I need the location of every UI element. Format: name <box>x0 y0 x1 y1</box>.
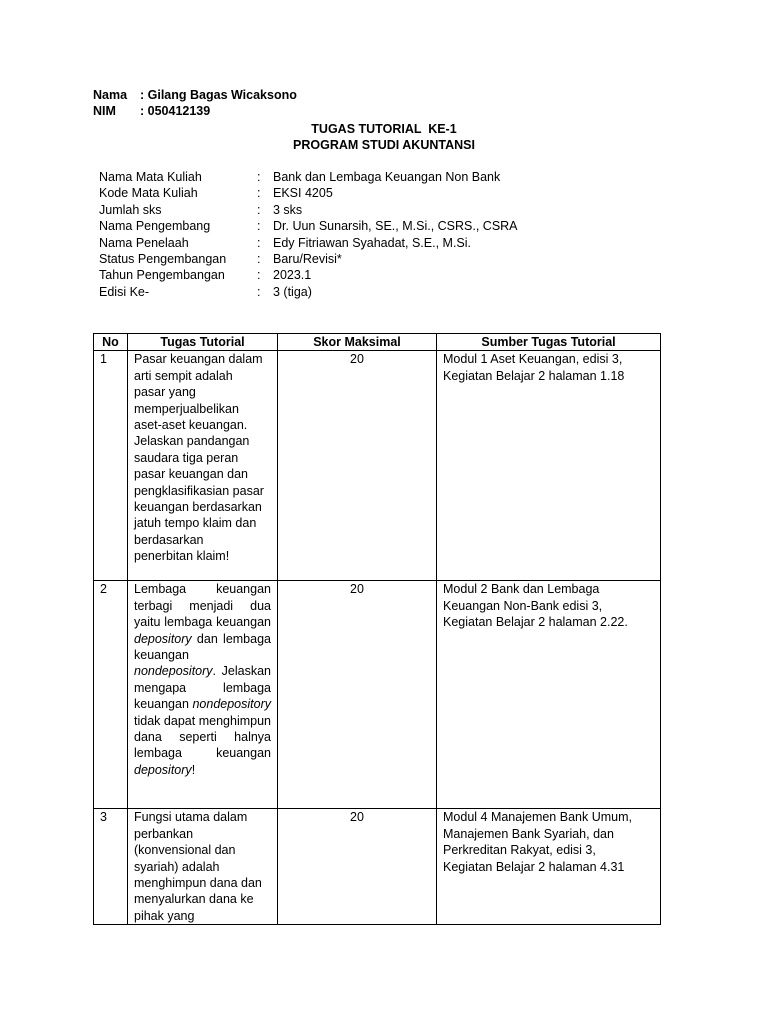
student-nim-label: NIM <box>93 104 116 119</box>
course-info <box>99 169 518 300</box>
cell-sumber-text: Modul 2 Bank dan Lembaga Keuangan Non-Bank edisi 3, Kegiatan Belajar 2 halaman 2.22. <box>443 582 628 630</box>
cell-tugas-text: Lembaga keuangan terbagi menjadi dua yaitu lembaga keuangan <box>134 582 271 630</box>
cell-tugas-text: dan lembaga keuangan <box>134 631 271 663</box>
course-info-label: Nama Mata Kuliah <box>99 170 202 184</box>
cell-no: 1 <box>94 351 128 581</box>
document-subtitle: PROGRAM STUDI AKUNTANSI <box>293 138 475 153</box>
course-info-label: Status Pengembangan <box>99 251 227 266</box>
column-header-tugas: Tugas Tutorial <box>128 334 278 351</box>
cell-tugas-text: tidak dapat menghimpun dana seperti halnya lembaga keuangan <box>134 713 271 761</box>
course-info-value: 3 (tiga) <box>273 284 312 299</box>
cell-sumber <box>437 581 661 809</box>
course-info-separator: : <box>257 235 261 250</box>
table-row <box>94 809 661 925</box>
course-info-row <box>99 202 518 218</box>
cell-no: 2 <box>94 581 128 809</box>
student-identity <box>93 87 297 120</box>
course-info-separator: : <box>257 268 261 283</box>
cell-tugas-italic-term: depository <box>134 762 192 777</box>
course-info-separator: : <box>257 219 261 234</box>
column-header-skor: Skor Maksimal <box>278 334 437 351</box>
column-header-sumber: Sumber Tugas Tutorial <box>437 334 661 351</box>
course-info-label: Nama Pengembang <box>99 219 211 234</box>
cell-skor: 20 <box>278 581 437 809</box>
student-nim-value: : 050412139 <box>140 104 211 119</box>
table-row <box>94 581 661 809</box>
course-info-row <box>99 169 518 185</box>
cell-skor: 20 <box>278 351 437 581</box>
course-info-value: EKSI 4205 <box>273 186 333 201</box>
document-title: TUGAS TUTORIAL KE-1 <box>311 122 457 136</box>
course-info-label: Jumlah sks <box>99 202 162 217</box>
course-info-separator: : <box>257 186 261 201</box>
cell-tugas-italic-term: nondepository <box>134 664 213 679</box>
cell-no: 3 <box>94 809 128 925</box>
course-info-value: 2023.1 <box>273 268 312 283</box>
cell-skor: 20 <box>278 809 437 925</box>
cell-tugas-text: . Jelaskan mengapa lembaga keuangan <box>134 664 271 712</box>
table-row <box>94 351 661 581</box>
course-info-row <box>99 284 518 300</box>
course-info-label: Tahun Pengembangan <box>99 268 225 283</box>
document-heading <box>0 121 768 154</box>
course-info-label: Nama Penelaah <box>99 235 189 250</box>
cell-sumber-text: Modul 4 Manajemen Bank Umum, Manajemen Bank Syariah, dan Perkreditan Rakyat, edisi 3, Kegiatan Belajar 2 halaman 4.31 <box>443 810 632 874</box>
cell-tugas-italic-term: nondepository <box>192 697 271 712</box>
cell-sumber <box>437 351 661 581</box>
course-info-value: Baru/Revisi* <box>273 251 342 266</box>
course-info-row <box>99 251 518 267</box>
cell-tugas-italic-term: depository <box>134 631 192 646</box>
course-info-separator: : <box>257 284 261 299</box>
cell-tugas-text: Fungsi utama dalam perbankan (konvensional dan syariah) adalah menghimpun dana dan menyalurkan dana ke pihak yang <box>134 810 262 923</box>
cell-tugas <box>128 809 278 925</box>
course-info-row <box>99 267 518 283</box>
cell-sumber-text: Modul 1 Aset Keuangan, edisi 3, Kegiatan Belajar 2 halaman 1.18 <box>443 352 625 383</box>
cell-tugas <box>128 351 278 581</box>
course-info-row <box>99 218 518 234</box>
student-name-value: : Gilang Bagas Wicaksono <box>140 88 297 102</box>
cell-sumber <box>437 809 661 925</box>
course-info-value: 3 sks <box>273 202 303 217</box>
course-info-separator: : <box>257 170 261 184</box>
table-header-row <box>94 334 661 351</box>
course-info-separator: : <box>257 251 261 266</box>
student-nim-row <box>93 103 297 119</box>
course-info-separator: : <box>257 202 261 217</box>
cell-tugas <box>128 581 278 809</box>
cell-tugas-text: ! <box>191 762 196 777</box>
student-name-row <box>93 87 297 103</box>
cell-tugas-text: Pasar keuangan dalam arti sempit adalah pasar yang memperjualbelikan aset-aset keuangan. Jelaskan pandangan saudara tiga peran pasar keuangan dan pengklasifikasian pasar keuangan berdasarkan jatuh tempo klaim dan berdasarkan penerbitan klaim! <box>134 352 264 564</box>
course-info-label: Edisi Ke- <box>99 284 150 299</box>
course-info-row <box>99 235 518 251</box>
course-info-row <box>99 185 518 201</box>
course-info-value: Bank dan Lembaga Keuangan Non Bank <box>273 170 501 184</box>
student-name-label: Nama <box>93 88 128 102</box>
course-info-label: Kode Mata Kuliah <box>99 186 198 201</box>
course-info-value: Edy Fitriawan Syahadat, S.E., M.Si. <box>273 235 471 250</box>
tutorial-tasks-table <box>93 333 661 925</box>
course-info-value: Dr. Uun Sunarsih, SE., M.Si., CSRS., CSRA <box>273 219 518 234</box>
column-header-no: No <box>94 334 128 351</box>
